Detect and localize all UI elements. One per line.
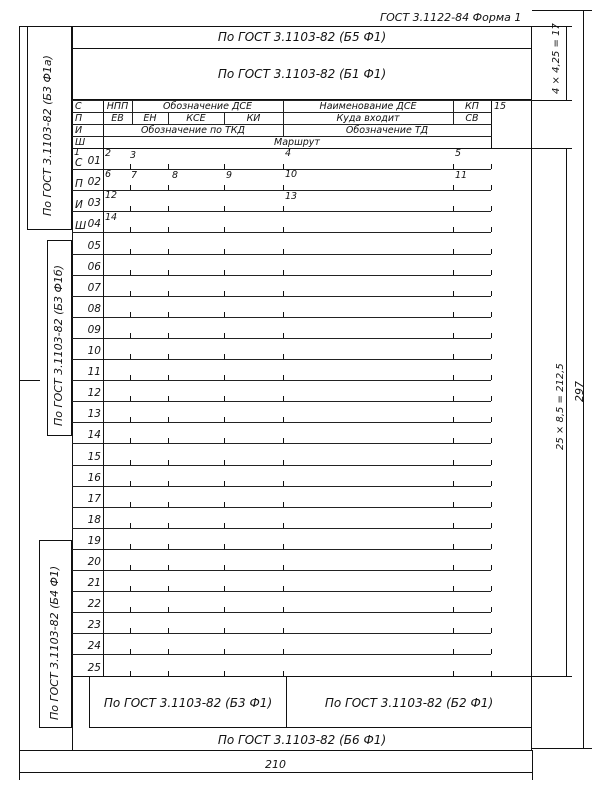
row-number: 02 (87, 176, 101, 189)
row-tick (130, 206, 131, 211)
row-number: 11 (87, 366, 101, 379)
row-tick (491, 502, 492, 507)
row-tick (453, 354, 454, 359)
row-line (72, 254, 491, 255)
row-tick (491, 375, 492, 380)
row-number: 24 (87, 640, 101, 653)
hdr-oboz-td: Обозначение ТД (345, 125, 429, 136)
row-tick (224, 375, 225, 380)
row-tick (491, 565, 492, 570)
row-line (72, 465, 491, 466)
row-tick (168, 354, 169, 359)
row-number: 04 (87, 218, 101, 231)
row-tick (491, 586, 492, 591)
row-tick (224, 206, 225, 211)
row-tick (130, 438, 131, 443)
row-tick (491, 206, 492, 211)
field-num-8: 8 (172, 170, 179, 181)
row-tick (130, 502, 131, 507)
row-number: 01 (87, 155, 101, 168)
row-tick (130, 565, 131, 570)
row-number: 20 (87, 556, 101, 568)
row-number: 21 (87, 577, 101, 590)
row-tick (224, 607, 225, 612)
left-fold-mark (20, 380, 40, 381)
row-number: 09 (87, 323, 101, 336)
row-tick (130, 333, 131, 338)
row-number: 25 (87, 661, 101, 674)
row-number: 06 (87, 260, 101, 273)
row-tick (283, 523, 284, 528)
row-tick (453, 417, 454, 422)
row-tick (453, 649, 454, 654)
row-tick (453, 375, 454, 380)
row-tick (453, 565, 454, 570)
row-line (72, 359, 491, 360)
dim-top-rows-line (566, 26, 567, 100)
row-tick (224, 438, 225, 443)
row-tick (491, 460, 492, 465)
row-tick (130, 396, 131, 401)
hdr-sv: СВ (465, 113, 479, 124)
row-tick (283, 185, 284, 190)
dim-body-top (532, 148, 572, 149)
row-tick (224, 291, 225, 296)
row-tick (453, 312, 454, 317)
row-tick (224, 227, 225, 232)
row-tick (224, 586, 225, 591)
row-tick (168, 438, 169, 443)
hdr-letter-i: И (75, 125, 83, 136)
row-tick (224, 249, 225, 254)
row-letter: П (75, 178, 83, 191)
row-tick (168, 396, 169, 401)
row-tick (168, 164, 169, 169)
row-tick (283, 291, 284, 296)
row-tick (224, 649, 225, 654)
left-b3-1a-label: По ГОСТ 3.1103-82 (Б3 Ф1а) (41, 55, 54, 216)
row-tick (283, 565, 284, 570)
hdr-naim-dse: Наименование ДСЕ (319, 101, 417, 112)
row-tick (453, 481, 454, 486)
row-tick (130, 375, 131, 380)
dim-height-label: 297 (573, 381, 586, 402)
row-tick (491, 481, 492, 486)
row-tick (168, 227, 169, 232)
row-tick (130, 586, 131, 591)
row-number: 14 (87, 429, 101, 442)
hdr-line-4 (72, 148, 532, 149)
row-tick (224, 354, 225, 359)
row-tick (168, 649, 169, 654)
row-number: 22 (87, 598, 101, 611)
row-letter: С (75, 157, 83, 170)
row-tick (491, 628, 492, 633)
row-tick (453, 438, 454, 443)
row-tick (491, 607, 492, 612)
row-number: 23 (87, 619, 101, 632)
row-number: 10 (87, 345, 101, 357)
row-number: 16 (87, 471, 101, 484)
row-tick (224, 671, 225, 676)
row-tick (130, 481, 131, 486)
row-tick (283, 227, 284, 232)
row-tick (283, 206, 284, 211)
row-tick (224, 270, 225, 275)
row-number: 17 (87, 492, 101, 505)
hdr-en: ЕН (143, 113, 157, 124)
row-tick (224, 544, 225, 549)
row-tick (168, 523, 169, 528)
row-tick (168, 671, 169, 676)
hdr-letter-sh: Ш (75, 137, 86, 148)
row-tick (130, 460, 131, 465)
field-num-14: 14 (105, 212, 118, 223)
dim-body-label: 25 × 8,5 = 212,5 (555, 363, 566, 450)
row-tick (283, 586, 284, 591)
body-col-1-rule (103, 148, 104, 676)
hdr-oboz-dse: Обозначение ДСЕ (163, 101, 252, 112)
hdr-letter-p: П (75, 113, 83, 124)
row-tick (224, 460, 225, 465)
row-number: 12 (87, 387, 101, 400)
row-tick (224, 312, 225, 317)
row-tick (491, 291, 492, 296)
row-line (72, 275, 491, 276)
row-tick (168, 544, 169, 549)
top-b1-label: По ГОСТ 3.1103-82 (Б1 Ф1) (217, 67, 387, 81)
dim-top-rows-label: 4 × 4,25 = 17 (551, 23, 562, 94)
row-tick (224, 565, 225, 570)
field-num-12: 12 (105, 190, 118, 201)
row-tick (491, 227, 492, 232)
dim-height-line (583, 10, 584, 748)
row-tick (168, 333, 169, 338)
row-number: 18 (87, 513, 101, 526)
hdr-ki: КИ (246, 113, 261, 124)
hdr-kp: КП (465, 101, 479, 112)
form-id: ГОСТ 3.1122-84 Форма 1 (380, 11, 522, 24)
row-tick (283, 607, 284, 612)
row-number: 08 (87, 302, 101, 315)
row-tick (224, 502, 225, 507)
dim-body-line (566, 148, 567, 676)
row-line (72, 654, 491, 655)
row-tick (491, 185, 492, 190)
row-tick (224, 628, 225, 633)
row-tick (283, 649, 284, 654)
row-tick (130, 312, 131, 317)
row-letter: И (75, 199, 83, 212)
field-num-9: 9 (226, 170, 233, 181)
row-tick (453, 185, 454, 190)
row-tick (453, 270, 454, 275)
dim-body-bot (532, 676, 572, 677)
row-line (72, 296, 491, 297)
row-line (72, 528, 491, 529)
row-number: 07 (87, 281, 101, 294)
field-num-3: 3 (130, 150, 137, 161)
row-number: 13 (87, 408, 101, 421)
hdr-letter-s: С (75, 101, 82, 112)
row-tick (130, 291, 131, 296)
row-tick (491, 312, 492, 317)
row-tick (130, 523, 131, 528)
row-number: 19 (87, 534, 101, 547)
row-tick (130, 607, 131, 612)
row-tick (491, 417, 492, 422)
bottom-b6-label: По ГОСТ 3.1103-82 (Б6 Ф1) (217, 733, 387, 747)
hdr-marshrut: Маршрут (274, 137, 320, 148)
dim-height-top-ext (532, 10, 592, 11)
row-tick (283, 628, 284, 633)
row-tick (491, 396, 492, 401)
row-tick (453, 671, 454, 676)
row-tick (453, 607, 454, 612)
row-tick (168, 502, 169, 507)
row-tick (224, 396, 225, 401)
field-num-10: 10 (285, 169, 298, 180)
row-tick (491, 438, 492, 443)
row-tick (130, 249, 131, 254)
row-tick (453, 249, 454, 254)
row-line (72, 591, 491, 592)
row-line (72, 422, 491, 423)
row-tick (283, 312, 284, 317)
row-tick (168, 607, 169, 612)
row-tick (491, 333, 492, 338)
row-tick (168, 291, 169, 296)
field-num-2: 2 (105, 148, 112, 159)
row-line (72, 612, 491, 613)
bottom-b3-label: По ГОСТ 3.1103-82 (Б3 Ф1) (103, 696, 273, 710)
bottom-b2-label: По ГОСТ 3.1103-82 (Б2 Ф1) (324, 696, 494, 710)
row-tick (453, 291, 454, 296)
row-tick (453, 628, 454, 633)
top-b5-label: По ГОСТ 3.1103-82 (Б5 Ф1) (217, 30, 387, 44)
row-tick (130, 185, 131, 190)
dim-height-bot-ext (532, 748, 592, 749)
hdr-npp: НПП (106, 101, 129, 112)
dim-width-label: 210 (265, 758, 286, 771)
row-tick (130, 164, 131, 169)
row-line (72, 317, 491, 318)
hdr-kse: КСЕ (186, 113, 206, 124)
row-line (72, 190, 491, 191)
row-tick (283, 375, 284, 380)
row-tick (283, 417, 284, 422)
row-tick (168, 417, 169, 422)
row-tick (453, 460, 454, 465)
field-num-5: 5 (455, 148, 462, 159)
row-tick (283, 544, 284, 549)
row-tick (168, 375, 169, 380)
row-tick (224, 481, 225, 486)
row-tick (453, 523, 454, 528)
row-tick (224, 185, 225, 190)
row-tick (224, 333, 225, 338)
row-tick (283, 438, 284, 443)
left-b4-label: По ГОСТ 3.1103-82 (Б4 Ф1) (48, 565, 61, 720)
row-tick (283, 249, 284, 254)
row-tick (130, 354, 131, 359)
row-tick (453, 206, 454, 211)
row-tick (453, 333, 454, 338)
row-number: 15 (87, 450, 101, 463)
field-num-6: 6 (105, 169, 112, 180)
row-tick (453, 544, 454, 549)
dim-width-right-ext (532, 750, 533, 780)
row-tick (130, 227, 131, 232)
row-line (72, 211, 491, 212)
row-tick (168, 312, 169, 317)
row-tick (283, 481, 284, 486)
dim-width-line (19, 772, 532, 773)
hdr-ev: ЕВ (111, 113, 124, 124)
row-number: 03 (87, 197, 101, 210)
row-tick (168, 460, 169, 465)
hdr-kuda: Куда входит (336, 113, 400, 124)
row-tick (491, 164, 492, 169)
row-line (72, 380, 491, 381)
row-tick (453, 164, 454, 169)
row-tick (168, 565, 169, 570)
row-tick (491, 523, 492, 528)
row-line (72, 401, 491, 402)
row-tick (168, 481, 169, 486)
hdr-num-15: 15 (494, 101, 507, 112)
row-line (72, 633, 491, 634)
row-line (72, 232, 491, 233)
row-letter: Ш (75, 220, 87, 233)
row-line (72, 443, 491, 444)
row-tick (453, 396, 454, 401)
row-tick (283, 270, 284, 275)
row-tick (224, 523, 225, 528)
row-line (72, 338, 491, 339)
row-tick (130, 417, 131, 422)
field-num-7: 7 (131, 170, 138, 181)
hdr-oboz-tkd: Обозначение по ТКД (141, 125, 245, 136)
row-tick (491, 270, 492, 275)
row-tick (283, 671, 284, 676)
row-tick (491, 671, 492, 676)
row-tick (283, 164, 284, 169)
row-tick (283, 396, 284, 401)
row-number: 05 (87, 239, 101, 252)
row-tick (168, 628, 169, 633)
row-tick (453, 502, 454, 507)
row-line (72, 549, 491, 550)
row-tick (168, 586, 169, 591)
row-tick (283, 460, 284, 465)
row-tick (168, 270, 169, 275)
row-line (72, 507, 491, 508)
row-tick (491, 354, 492, 359)
row-tick (283, 354, 284, 359)
row-tick (130, 671, 131, 676)
row-tick (453, 227, 454, 232)
row-tick (130, 270, 131, 275)
row-line (72, 570, 491, 571)
row-tick (283, 502, 284, 507)
row-tick (130, 628, 131, 633)
row-tick (168, 249, 169, 254)
dim-top-rows-bot (532, 100, 572, 101)
field-num-4: 4 (285, 148, 292, 159)
row-tick (491, 544, 492, 549)
row-tick (168, 185, 169, 190)
row-tick (168, 206, 169, 211)
field-num-11: 11 (455, 170, 468, 181)
row-line (72, 486, 491, 487)
row-tick (283, 333, 284, 338)
left-b3-1b-label: По ГОСТ 3.1103-82 (Б3 Ф1б) (52, 264, 65, 426)
field-num-13: 13 (285, 191, 298, 202)
row-tick (224, 417, 225, 422)
row-tick (224, 164, 225, 169)
row-tick (130, 544, 131, 549)
row-tick (491, 649, 492, 654)
field-num-1: 1 (74, 147, 81, 158)
row-tick (130, 649, 131, 654)
row-tick (491, 249, 492, 254)
row-tick (453, 586, 454, 591)
